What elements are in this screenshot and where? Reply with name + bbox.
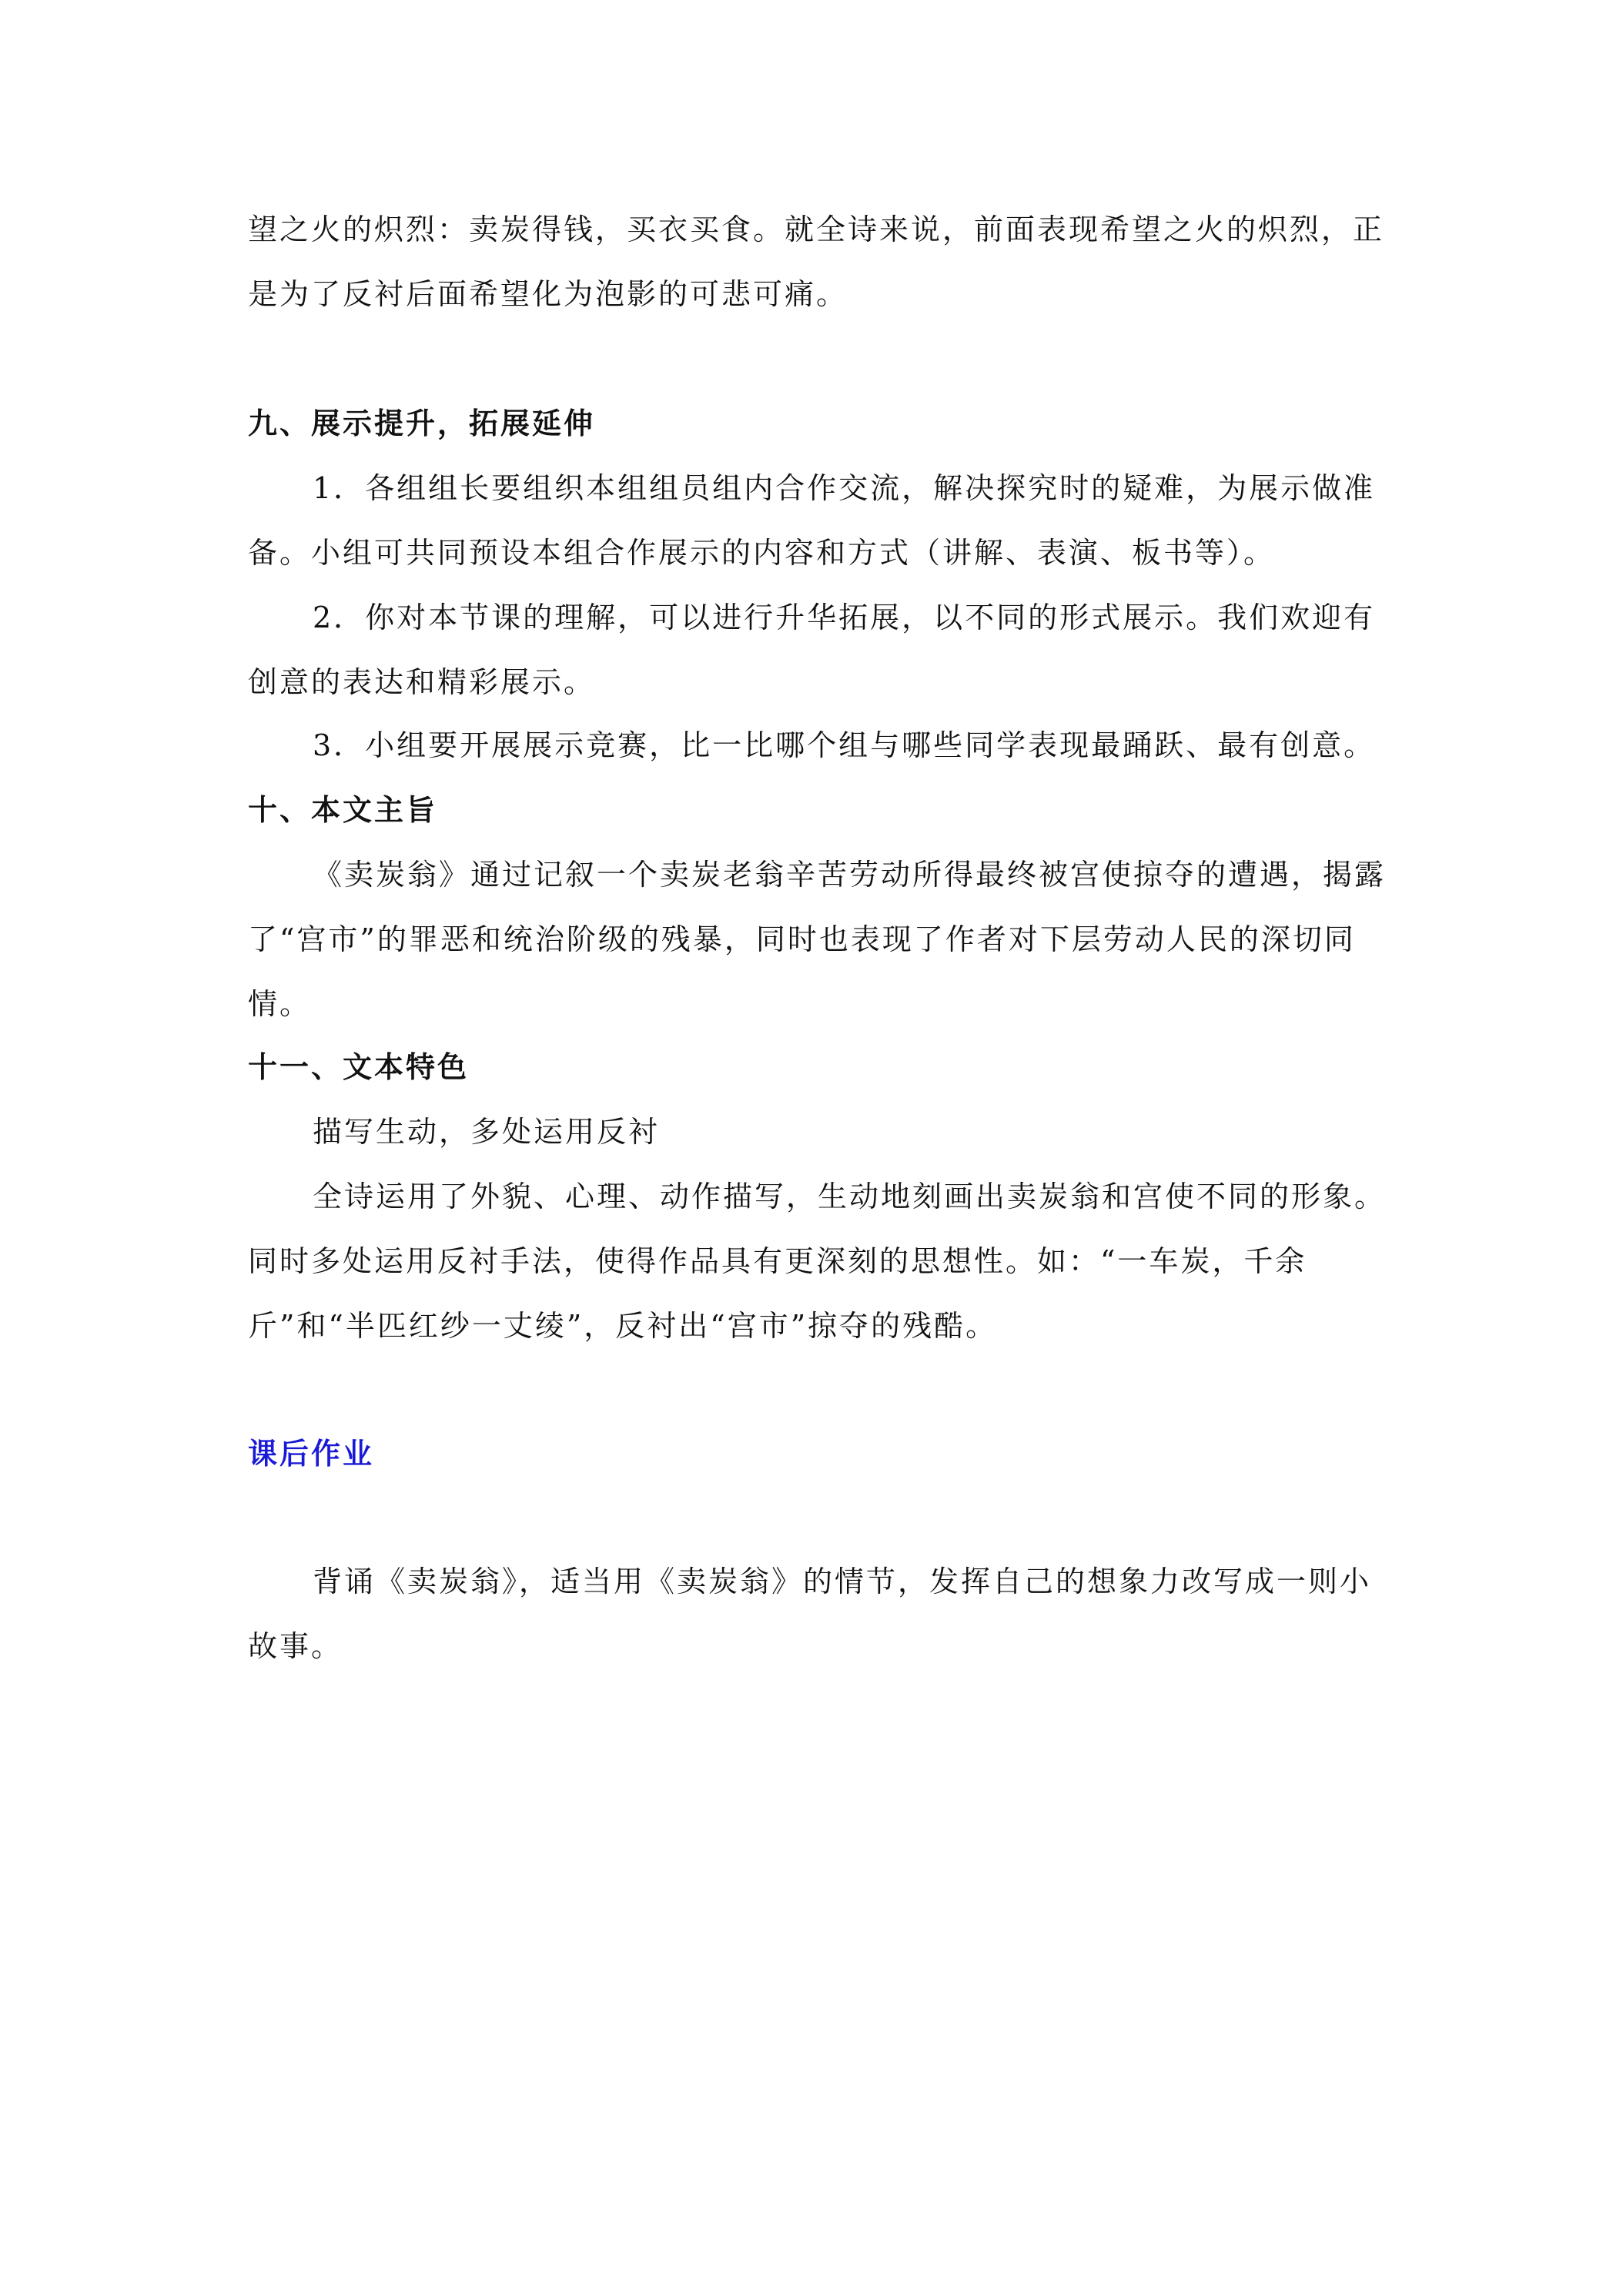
homework-heading: 课后作业 bbox=[248, 1436, 375, 1471]
section-11-subtitle: 描写生动，多处运用反衬 bbox=[313, 1115, 661, 1149]
section-9-heading: 九、展示提升，拓展延伸 bbox=[248, 406, 596, 440]
intro-paragraph: 望之火的炽烈：卖炭得钱，买衣买食。就全诗来说，前面表现希望之火的炽烈，正是为了反衬后面希望化为泡影的可悲可痛。 bbox=[248, 213, 1385, 311]
section-10-heading: 十、本文主旨 bbox=[248, 792, 438, 827]
section-9-item-3: 3．小组要开展展示竞赛，比一比哪个组与哪些同学表现最踊跃、最有创意。 bbox=[313, 728, 1376, 762]
homework-body: 背诵《卖炭翁》，适当用《卖炭翁》的情节，发挥自己的想象力改写成一则小故事。 bbox=[248, 1565, 1372, 1663]
section-9-item-1: 1．各组组长要组织本组组员组内合作交流，解决探究时的疑难，为展示做准备。小组可共同预设本组合作展示的内容和方式（讲解、表演、板书等）。 bbox=[248, 471, 1376, 570]
section-10-body: 《卖炭翁》通过记叙一个卖炭老翁辛苦劳动所得最终被宫使掠夺的遭遇，揭露了“宫市”的罪恶和统治阶级的残暴，同时也表现了作者对下层劳动人民的深切同情。 bbox=[248, 858, 1387, 1021]
section-11-heading: 十一、文本特色 bbox=[248, 1049, 470, 1084]
section-11-body: 全诗运用了外貌、心理、动作描写，生动地刻画出卖炭翁和宫使不同的形象。同时多处运用反衬手法，使得作品具有更深刻的思想性。如：“一车炭，千余斤”和“半匹红纱一丈绫”，反衬出“宫市”掠夺的残酷。 bbox=[248, 1180, 1387, 1343]
section-9-item-2: 2．你对本节课的理解，可以进行升华拓展，以不同的形式展示。我们欢迎有创意的表达和精彩展示。 bbox=[248, 601, 1376, 699]
